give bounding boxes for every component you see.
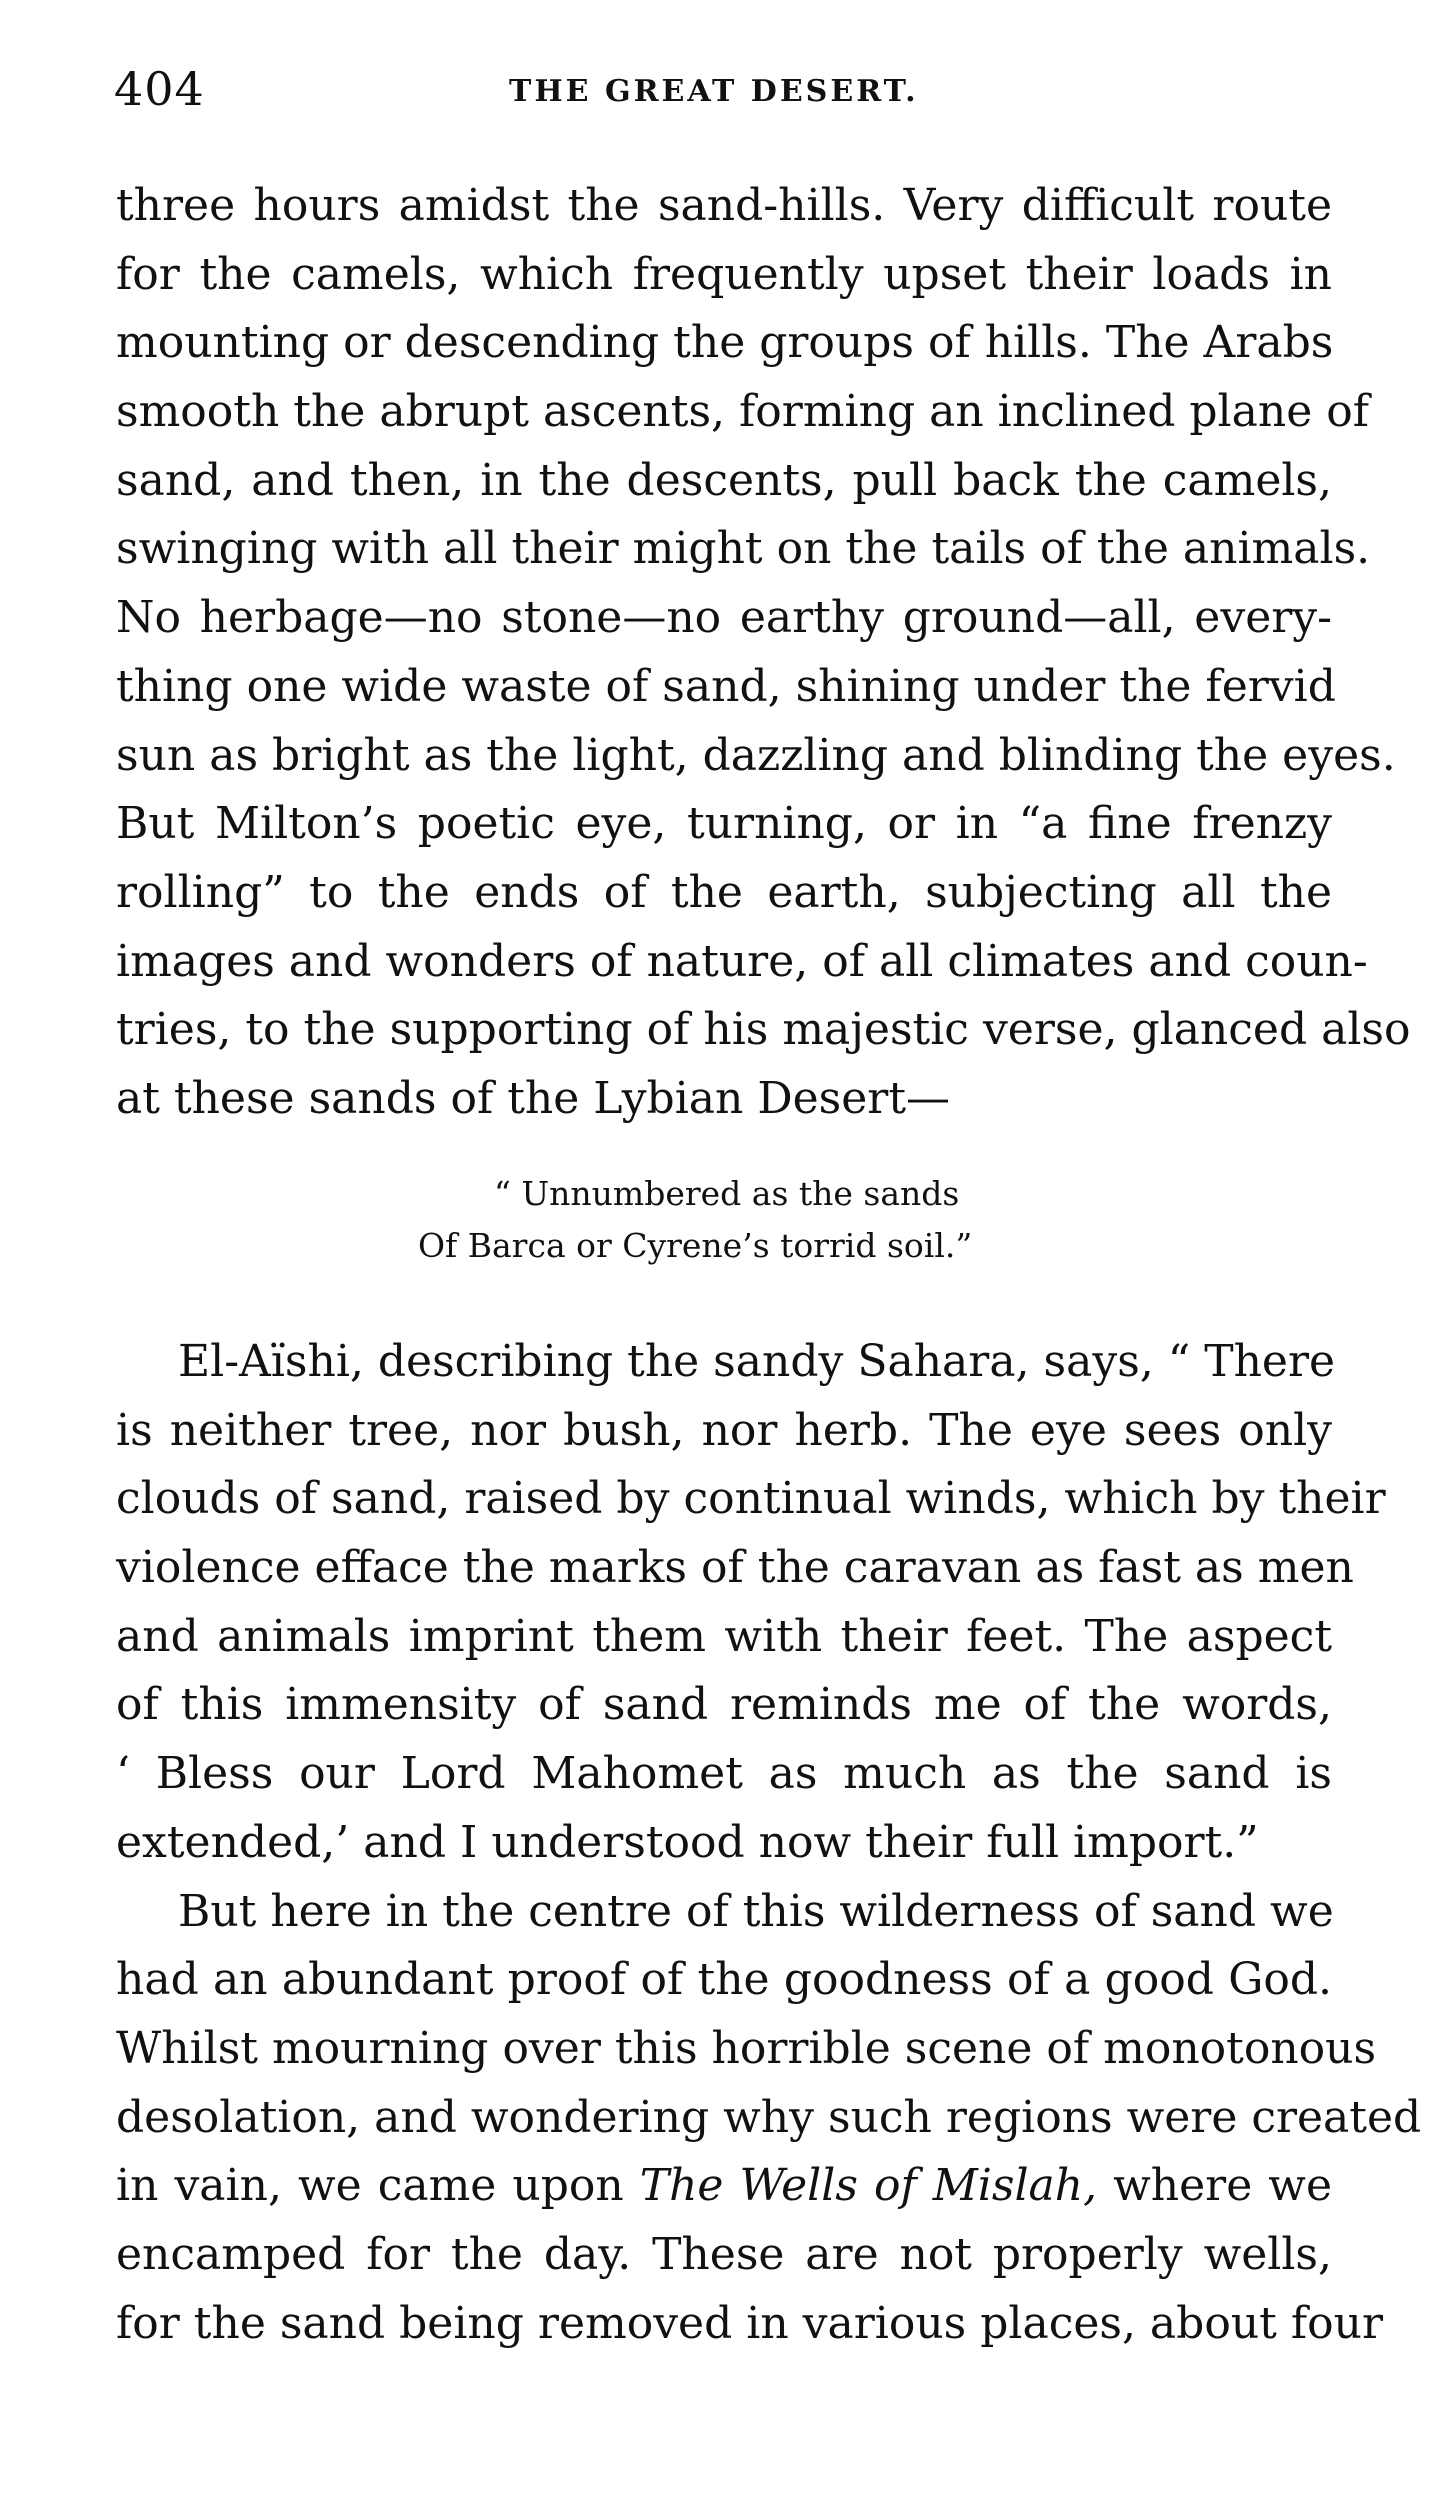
text-line: ‘ Bless our Lord Mahomet as much as the sand is [116, 1748, 1332, 1800]
text-line: sun as bright as the light, dazzling and blinding the eyes. [116, 729, 1396, 781]
text-line: smooth the abrupt ascents, forming an inclined plane of [116, 386, 1369, 438]
text-line: thing one wide waste of sand, shining under the fervid [116, 660, 1336, 712]
text-line: for the camels, which frequently upset their loads in [116, 248, 1332, 300]
text-line: swinging with all their might on the tails of the animals. [116, 523, 1371, 575]
text-line: encamped for the day. These are not properly wells, [116, 2228, 1332, 2280]
paragraph-el-aishi [116, 1328, 1422, 2358]
running-title: THE GREAT DESERT. [509, 74, 919, 109]
text-line: mounting or descending the groups of hills. The Arabs [116, 317, 1334, 369]
text-line: extended,’ and I understood now their full import.” [116, 1816, 1259, 1868]
text-line: But here in the centre of this wilderness of sand we [178, 1885, 1334, 1937]
text-line: desolation, and wondering why such regions were created [116, 2091, 1422, 2143]
text-line: No herbage—no stone—no earthy ground—all, every- [116, 592, 1332, 644]
text-line: had an abundant proof of the goodness of a good God. [116, 1954, 1332, 2006]
text-line-with-italic [116, 2152, 1332, 2221]
text-segment: where we [1097, 2160, 1332, 2212]
text-line: But Milton’s poetic eye, turning, or in “a fine frenzy [116, 798, 1332, 850]
text-line: three hours amidst the sand-hills. Very difficult route [116, 180, 1332, 231]
text-line: clouds of sand, raised by continual winds, which by their [116, 1473, 1386, 1525]
text-line: sand, and then, in the descents, pull back the camels, [116, 454, 1332, 506]
text-line: for the sand being removed in various places, about four [116, 2297, 1383, 2349]
wells-of-mislah-italic: The Wells of Mislah, [639, 2160, 1098, 2212]
text-line: is neither tree, nor bush, nor herb. The eye sees only [116, 1404, 1332, 1456]
text-line: of this immensity of sand reminds me of the words, [116, 1679, 1332, 1731]
page-number: 404 [114, 62, 205, 116]
verse-line: Of Barca or Cyrene’s torrid soil.” [418, 1226, 973, 1265]
text-line: at these sands of the Lybian Desert— [116, 1072, 951, 1124]
paragraph-camels-and-sand [116, 172, 1411, 1134]
text-line: rolling” to the ends of the earth, subjecting all the [116, 866, 1332, 918]
verse-line: “ Unnumbered as the sands [494, 1174, 960, 1213]
text-line: El-Aïshi, describing the sandy Sahara, says, “ There [178, 1336, 1336, 1387]
text-line: images and wonders of nature, of all climates and coun- [116, 935, 1368, 987]
text-line: Whilst mourning over this horrible scene of monotonous [116, 2022, 1377, 2074]
text-segment: in vain, we came upon [116, 2160, 640, 2212]
milton-quotation [116, 1168, 1332, 1272]
running-head [114, 62, 1334, 122]
text-line: tries, to the supporting of his majestic verse, glanced also [116, 1004, 1411, 1056]
text-line: and animals imprint them with their feet. The aspect [116, 1610, 1332, 1662]
text-line: violence efface the marks of the caravan as fast as men [116, 1542, 1354, 1594]
